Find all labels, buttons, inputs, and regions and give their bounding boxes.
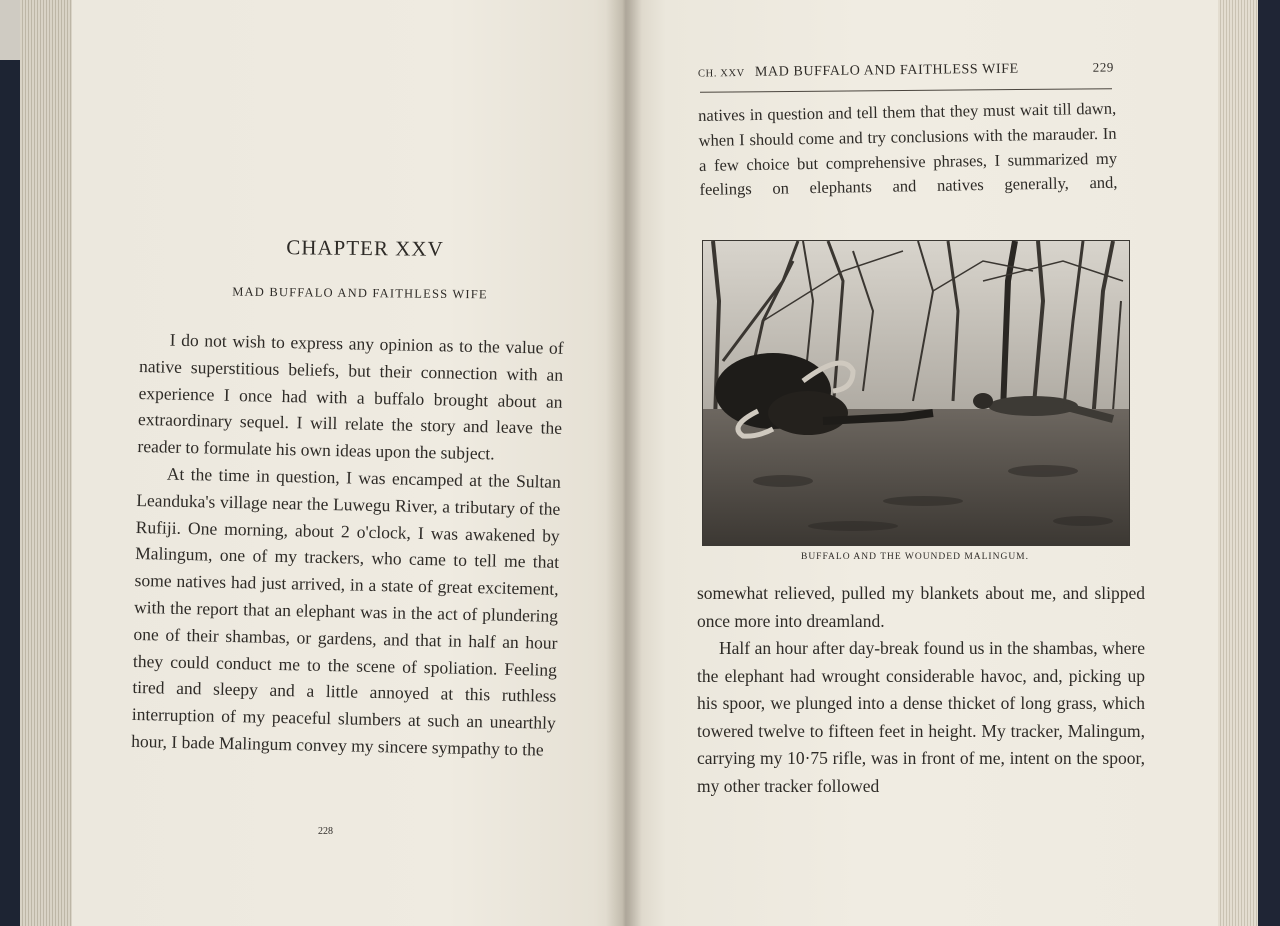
chapter-title: CHAPTER XXV [286, 235, 444, 261]
right-page-bottom-text [697, 580, 1145, 800]
paragraph: I do not wish to express any opinion as to the value of native superstitious beliefs, but their connection with an experience I once had with a buffalo brought about an extraordinary sequel. I will relate the story and leave the reader to formulate his own ideas upon the subject. [137, 329, 564, 464]
paragraph: At the time in question, I was encamped at the Sultan Leanduka's village near the Luwegu River, a tributary of the Rufiji. One morning, about 2 o'clock, I was awakened by Malingum, one of my trackers, who came to tell me that some natives had just arrived, in a state of great excitement, with the report that an elephant was in the act of plundering one of their shambas, or gardens, and that in half an hour they could conduct me to the scene of spoliation. Feeling tired and sleepy and a little annoyed at this ruthless interruption of my peaceful slumbers at such an unearthly hour, I bade Malingum convey my sincere sympathy to the [131, 463, 562, 760]
page-number-left: 228 [318, 826, 333, 837]
right-page-top-text: natives in question and tell them that they must wait till dawn, when I should come and try conclusions with the marauder. In a few choice but comprehensive phrases, I summarized my feelings on elephants and natives generally, and, [698, 98, 1118, 200]
paragraph: somewhat relieved, pulled my blankets about me, and slipped once more into dreamland. [697, 583, 1145, 631]
photo-illustration [703, 241, 1129, 545]
book-gutter [606, 0, 642, 926]
buffalo-photograph [702, 240, 1130, 546]
right-page-edges [1218, 0, 1258, 926]
paragraph: Half an hour after day-break found us in the shambas, where the elephant had wrought considerable havoc, and, picking up his spoor, we plunged into a dense thicket of long grass, which towered twelve to fifteen feet in height. My tracker, Malingum, carrying my 10·75 rifle, was in front of me, intent on the spoor, my other tracker followed [697, 638, 1145, 796]
photo-caption: BUFFALO AND THE WOUNDED MALINGUM. [800, 552, 1029, 562]
running-head-chapter: CH. XXV [697, 67, 745, 80]
running-head-title: MAD BUFFALO AND FAITHLESS WIFE [754, 61, 1019, 80]
page-number-right: 229 [1092, 59, 1115, 75]
left-page-edges [20, 0, 72, 926]
left-page-body [131, 326, 564, 764]
chapter-subtitle: MAD BUFFALO AND FAITHLESS WIFE [232, 284, 488, 302]
